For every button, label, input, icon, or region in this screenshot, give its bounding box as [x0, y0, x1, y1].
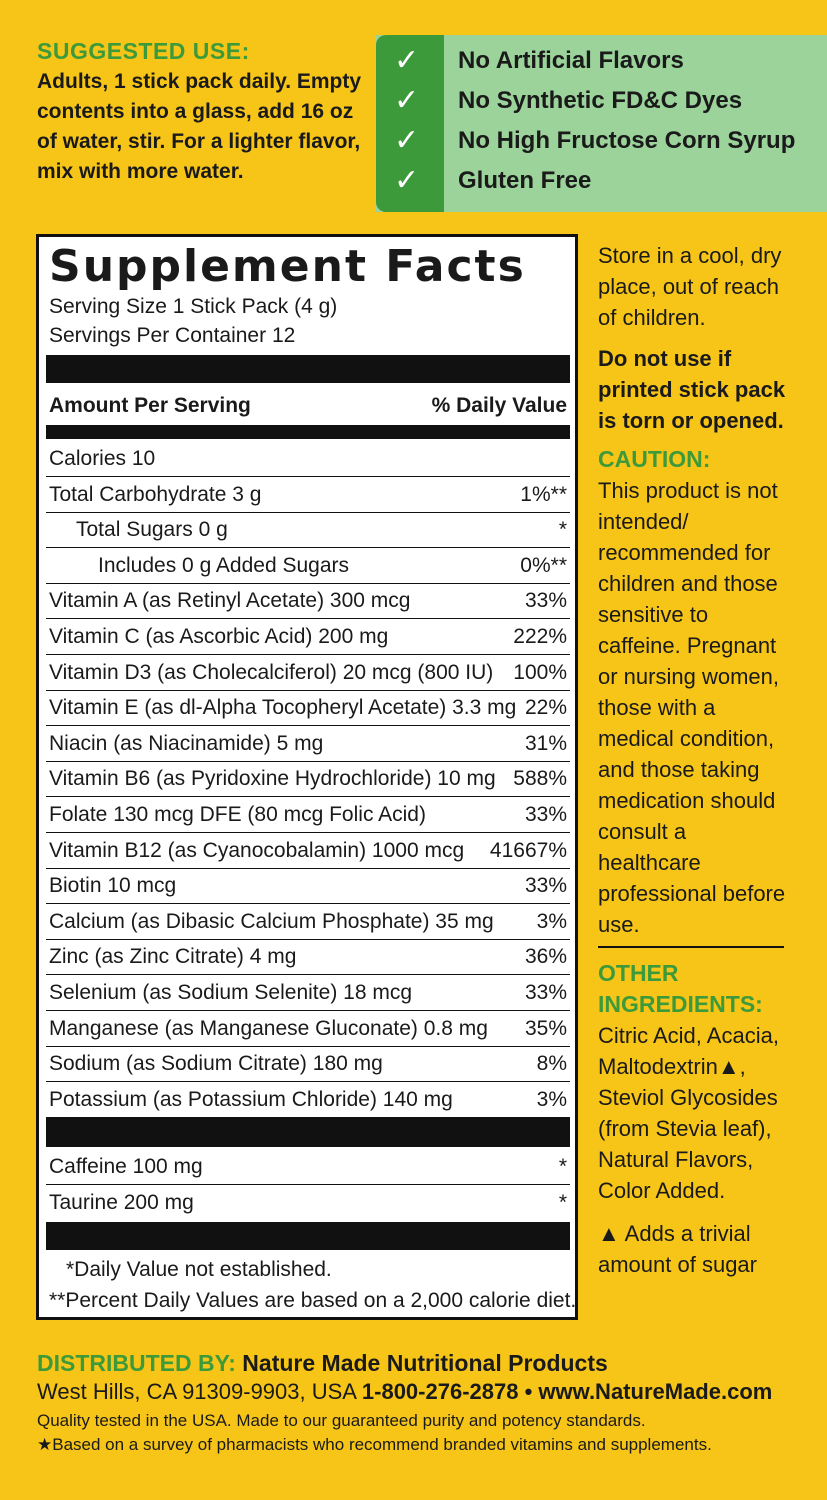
daily-value-percent: 41667% [489, 839, 567, 862]
thick-divider [46, 355, 570, 383]
daily-value-percent: 588% [513, 767, 567, 790]
daily-value-percent: 100% [513, 661, 567, 684]
nutrient-name: Total Sugars 0 g [76, 518, 228, 541]
facts-row [46, 1011, 570, 1047]
servings-per-container: Servings Per Container 12 [49, 324, 296, 347]
storage-text: Store in a cool, dry place, out of reach of children. [598, 243, 782, 330]
daily-value-percent: * [558, 1191, 567, 1214]
distributor-line [37, 1350, 817, 1377]
nutrient-name: Selenium (as Sodium Selenite) 18 mcg [49, 981, 413, 1004]
storage-warning: Do not use if printed stick pack is torn or opened. [598, 346, 786, 433]
ingredient-name: Caffeine 100 mg [49, 1155, 203, 1178]
nutrient-name: Folate 130 mcg DFE (80 mcg Folic Acid) [49, 803, 426, 826]
other-ingredients-text: Citric Acid, Acacia, Maltodextrin▲, Steviol Glycosides (from Stevia leaf), Natural Flavors, Color Added. [598, 1023, 779, 1203]
distributor-phone: 1-800-276-2878 [361, 1379, 519, 1404]
facts-row [46, 690, 570, 726]
nutrient-name: Zinc (as Zinc Citrate) 4 mg [49, 945, 297, 968]
nutrient-name: Total Carbohydrate 3 g [49, 483, 262, 506]
nutrient-name: Vitamin E (as dl-Alpha Tocopheryl Acetate) 3.3 mg [49, 696, 517, 719]
daily-value-percent: * [558, 1155, 567, 1178]
facts-title: Supplement Facts [49, 241, 526, 292]
facts-row [46, 797, 570, 833]
facts-row [46, 1149, 570, 1185]
nutrient-name: Niacin (as Niacinamide) 5 mg [49, 732, 324, 755]
distributor-address: West Hills, CA 91309-9903, USA [37, 1379, 356, 1404]
facts-row [46, 477, 570, 513]
right-column [598, 240, 788, 1280]
daily-value-percent: 31% [524, 732, 567, 755]
daily-value-percent: 1%** [520, 483, 567, 506]
facts-row [46, 939, 570, 975]
claim-item [376, 39, 827, 79]
checkmark-icon: ✓ [394, 163, 420, 198]
claim-label: No Synthetic FD&C Dyes [458, 87, 743, 114]
daily-value-percent: 0%** [520, 554, 567, 577]
suggested-use-text: Adults, 1 stick pack daily. Empty contents into a glass, add 16 oz of water, stir. For a lighter flavor, mix with more water. [37, 70, 362, 183]
nutrient-name: Includes 0 g Added Sugars [98, 554, 350, 577]
footnote-percent-daily: **Percent Daily Values are based on a 2,000 calorie diet. [49, 1289, 577, 1312]
daily-value-percent: 3% [536, 1088, 567, 1111]
facts-row [46, 441, 570, 477]
serving-size: Serving Size 1 Stick Pack (4 g) [49, 295, 338, 318]
distributor-contact-line [37, 1379, 817, 1405]
facts-row [46, 583, 570, 619]
other-ingredients-heading: OTHER INGREDIENTS: [598, 960, 763, 1017]
daily-value-percent: 35% [524, 1017, 567, 1040]
nutrient-name: Vitamin B6 (as Pyridoxine Hydrochloride) 10 mg [49, 767, 496, 790]
supplement-facts-panel [36, 234, 578, 1320]
bullet-separator: • [524, 1379, 533, 1404]
facts-row [46, 1185, 570, 1221]
daily-value-percent: 33% [524, 874, 567, 897]
amount-per-serving-label: Amount Per Serving [49, 394, 251, 417]
facts-row [46, 868, 570, 904]
claim-item [376, 79, 827, 119]
amount-header-row [49, 394, 567, 418]
survey-statement: ★Based on a survey of pharmacists who recommend branded vitamins and supplements. [37, 1435, 712, 1454]
medium-divider [46, 425, 570, 439]
thick-divider [46, 1117, 570, 1147]
nutrient-name: Sodium (as Sodium Citrate) 180 mg [49, 1052, 383, 1075]
daily-value-percent: 8% [536, 1052, 567, 1075]
daily-value-label: % Daily Value [431, 394, 567, 417]
nutrient-name: Potassium (as Potassium Chloride) 140 mg [49, 1088, 453, 1111]
nutrient-name: Vitamin B12 (as Cyanocobalamin) 1000 mcg [49, 839, 465, 862]
footnote-daily-value: *Daily Value not established. [66, 1258, 332, 1281]
distributor-name: Nature Made Nutritional Products [242, 1350, 608, 1376]
claim-label: No Artificial Flavors [458, 47, 684, 74]
checkmark-icon: ✓ [394, 123, 420, 158]
daily-value-percent: 33% [524, 981, 567, 1004]
checkmark-icon: ✓ [394, 83, 420, 118]
claim-item [376, 159, 827, 199]
nutrient-name: Vitamin C (as Ascorbic Acid) 200 mg [49, 625, 389, 648]
facts-row [46, 655, 570, 691]
nutrient-name: Vitamin A (as Retinyl Acetate) 300 mcg [49, 589, 411, 612]
trivial-sugar-note: ▲ Adds a trivial amount of sugar [598, 1221, 757, 1277]
daily-value-percent: 222% [513, 625, 567, 648]
divider [598, 946, 784, 948]
nutrient-name: Vitamin D3 (as Cholecalciferol) 20 mcg (800 IU) [49, 661, 494, 684]
distributor-website: www.NatureMade.com [538, 1379, 773, 1404]
claims-panel [376, 35, 827, 212]
daily-value-percent: 3% [536, 910, 567, 933]
caution-text: This product is not intended/ recommended for children and those sensitive to caffeine. Pregnant or nursing women, those with a medical condition, and those taking medication should consult a healthcare professional before use. [598, 478, 786, 937]
facts-row [46, 904, 570, 940]
daily-value-percent: 36% [524, 945, 567, 968]
checkmark-icon: ✓ [394, 43, 420, 78]
claim-label: No High Fructose Corn Syrup [458, 127, 796, 154]
distributed-by-label: DISTRIBUTED BY: [37, 1350, 236, 1376]
thick-divider [46, 1222, 570, 1250]
facts-row [46, 833, 570, 869]
nutrient-name: Biotin 10 mcg [49, 874, 177, 897]
facts-row [46, 726, 570, 762]
caution-heading: CAUTION: [598, 446, 711, 472]
suggested-use-heading: SUGGESTED USE: [37, 38, 250, 64]
facts-row [46, 619, 570, 655]
ingredient-name: Taurine 200 mg [49, 1191, 194, 1214]
claim-item [376, 119, 827, 159]
facts-row [46, 761, 570, 797]
facts-row [46, 548, 570, 584]
nutrient-name: Calories 10 [49, 447, 156, 470]
daily-value-percent: 33% [524, 589, 567, 612]
suggested-use [37, 38, 367, 187]
nutrient-name: Calcium (as Dibasic Calcium Phosphate) 35 mg [49, 910, 494, 933]
nutrient-name: Manganese (as Manganese Gluconate) 0.8 mg [49, 1017, 488, 1040]
distributor-block [37, 1350, 817, 1455]
claim-label: Gluten Free [458, 167, 592, 194]
daily-value-percent: 22% [524, 696, 567, 719]
facts-row [46, 1046, 570, 1082]
facts-row [46, 975, 570, 1011]
facts-row [46, 1082, 570, 1118]
facts-row [46, 512, 570, 548]
quality-statement: Quality tested in the USA. Made to our guaranteed purity and potency standards. [37, 1411, 646, 1430]
daily-value-percent: * [558, 518, 567, 541]
daily-value-percent: 33% [524, 803, 567, 826]
